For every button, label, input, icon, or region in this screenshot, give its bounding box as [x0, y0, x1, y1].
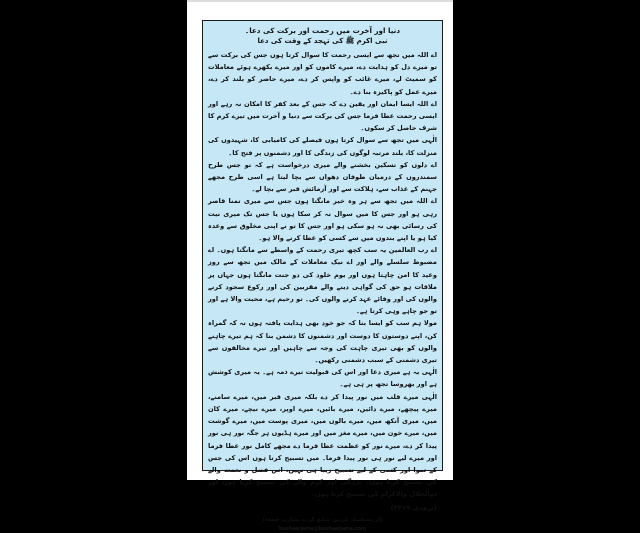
- paragraph-9: الٰہی میرے قلب میں نور پیدا کر دے بلکہ میری قبر میں، میرے سامنے، میرے پیچھے، میرے دائیں، میرے بائیں، میرے اوپر، میرے نیچے، میرے کان میں، میری آنکھ میں، میرے بالوں میں، میری پوست میں، میرے گوشت میں، میرے خون میں، میرے مغز میں اور میرے ہڈیوں ہر جگہ نور ہی نور پیدا کر دے، میرے نور کو عظمت عطا فرما دے مجھے کامل نور عطا فرما اور میرے لیے نور ہی نور پیدا فرما۔ میں تسبیح کرتا ہوں اس کی جس کے سوا اور کسی کے لیے تسبیح زیبا ہی نہیں، اس فضل و نعمت والے کی تسبیح کرتا ہوں۔ بزرگی اور کرم والے کی تسبیح کرتا ہوں اور ذوالجلال والاکرام کی تسبیح کرتا ہوں۔: [208, 392, 437, 499]
- contact-email: bashaarjama@bashaarjama.com: [279, 525, 366, 532]
- paragraph-1: اے اللہ میں تجھ سے ایسی رحمت کا سوال کرتا ہوں جس کی برکت سے تو میرے دل کو ہدایت دے، میرے کاموں کو اور میرے بکھرے ہوئے معاملات کو سمیٹ لے، میرے غائب کو واپس کر دے، میرے حاضر کو بلند کر دے، میرے عمل کو پاکیزہ بنا دے۔: [208, 51, 437, 96]
- publisher-credit: (از مسلسلہ کرنیں شائع کردہ بشارت جمعہ): [262, 516, 383, 523]
- paragraph-5: اے اللہ میں تجھ سے ہر وہ خیر مانگتا ہوں جس سے میری تمنا قاصر رہی ہو اور جس کا میں سوال نہ کر سکا ہوں یا جس تک میری نیت کی رسائی بھی نہ ہو سکی ہو اور جس کا تو نے اپنی مخلوق سے وعدہ کیا ہو یا اپنے بندوں میں سے کسی کو عطا کرنے والا ہو۔: [208, 197, 437, 243]
- paragraph-6: اے رب العالمین یہ سب کچھ تیری رحمت کے واسطے سے مانگتا ہوں۔ اے مضبوط سلسلے والے اور اے نیک معاملات کے مالک میں تجھ سے روز وعید کا امن چاہتا ہوں اور یوم خلود کی دو جنت مانگتا ہوں جہاں پر ملاقات ہو حق کی گواہی دینے والے مقربین کی اور رکوع سجود کرنے والوں کی اور وفائے عہد کرنے والوں کی۔ تو رحیم ہے، محبت والا ہے اور تو جو چاہے وہی کرتا ہے۔: [208, 246, 437, 316]
- dua-subtitle: نبی اکرم ﷺ کی تہجد کے وقت کی دعا: [257, 37, 388, 45]
- paragraph-2: اے اللہ ایسا ایمان اور یقین دے کہ جس کے بعد کفر کا امکان نہ رہے اور ایسی رحمت عطا فرما جس کی برکت سے دنیا و آخرت میں تیرے کرم کا شرف حاصل کر سکوں۔: [208, 99, 437, 133]
- paragraph-4: اے دلوں کو تسکین بخشنے والے میری درخواست ہے کہ تو جس طرح سمندروں کے درمیان طوفان دھواں سے بچا لیتا ہے اسی طرح مجھے جہنم کے عذاب سے، ہلاکت سے اور آزمائش قبر سے بچا لے۔: [208, 160, 437, 194]
- dua-card: [202, 20, 443, 532]
- paragraph-3: الٰہی میں تجھ سے سوال کرتا ہوں فیصلے کی کامیابی کا، شہیدوں کی منزلت کا، بلند مرتبہ لوگوں کی زندگی کا اور دشمنوں پر فتح کا۔: [208, 136, 437, 157]
- paragraph-8: الٰہی یہ ہے میری دعا اور اس کی قبولیت تیرے ذمہ ہے۔ یہ میری کوشش ہے اور بھروسا تجھ پر ہی ہے۔: [208, 368, 437, 389]
- hadith-reference: (ترمذی ۳۴۱۹): [390, 503, 437, 512]
- paragraph-7: مولا ہم سب کو ایسا بنا کہ جو خود بھی ہدایت یافتہ ہوں نہ کہ گمراہ کن، اپنے دوستوں کا دوست اور دشمنوں کا دشمن بنا کہ ہم تیرے چاہنے والوں کو بھی تیری چاہت کی وجہ سے چاہیں اور تیرے مخالفوں سے تیری دشمنی کے سبب دشمنی رکھیں۔: [208, 319, 437, 365]
- document-page: [187, 0, 453, 532]
- page-top-edge: [187, 0, 453, 2]
- dua-title: دنیا اور آخرت میں رحمت اور برکت کی دعا۔: [244, 26, 401, 35]
